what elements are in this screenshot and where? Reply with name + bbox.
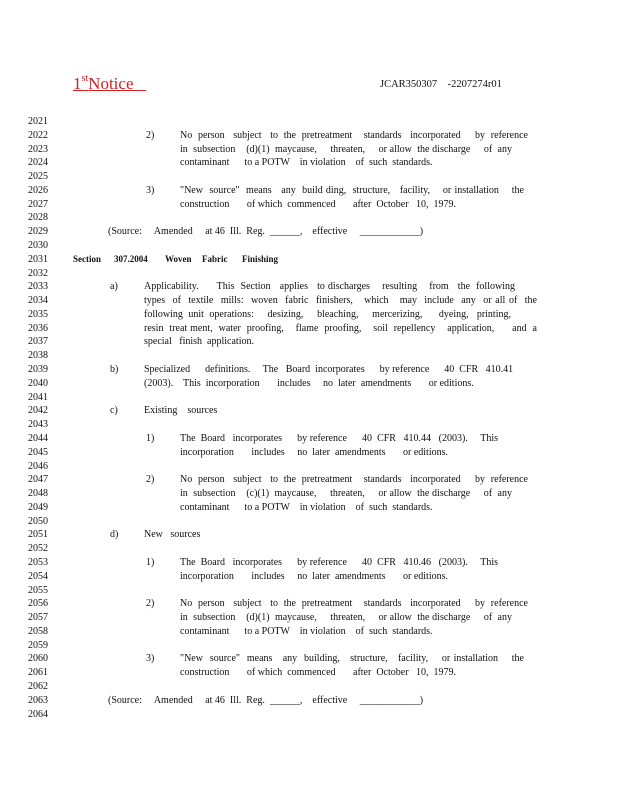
line-number: 2030 xyxy=(28,240,48,252)
line-number: 2025 xyxy=(28,171,48,183)
document-line xyxy=(28,652,588,665)
document-line xyxy=(28,170,588,183)
line-number: 2038 xyxy=(28,350,48,362)
line-number: 2040 xyxy=(28,377,48,389)
document-line xyxy=(28,639,588,652)
list-marker: 3) xyxy=(146,184,155,196)
document-line xyxy=(28,115,588,128)
line-text: (2003). This incorporation includes no later amendments or editions. xyxy=(144,377,474,389)
document-line xyxy=(28,391,588,404)
section-heading-part: Finishing xyxy=(242,253,279,264)
line-number: 2049 xyxy=(28,501,48,513)
line-number: 2041 xyxy=(28,391,48,403)
line-text: following unit operations: desizing, bleaching, mercerizing, dyeing, printing, xyxy=(144,308,511,320)
document-line xyxy=(28,694,588,707)
line-number: 2033 xyxy=(28,281,48,293)
list-marker: d) xyxy=(110,529,119,541)
document-line xyxy=(28,335,588,348)
document-line xyxy=(28,225,588,238)
document-code: JCAR350307 -2207274r01 xyxy=(380,79,502,90)
line-number: 2059 xyxy=(28,639,48,651)
line-text: incorporation includes no later amendments or editions. xyxy=(180,570,448,582)
line-text: No person subject to the pretreatment standards incorporated by reference xyxy=(180,129,528,141)
line-number: 2042 xyxy=(28,405,48,417)
line-text: Existing sources xyxy=(144,405,218,417)
line-text: construction of which commenced after October 10, 1979. xyxy=(180,667,457,679)
line-text: "New source" means any building, structure, facility, or installation the xyxy=(180,653,524,665)
notice-title: 1stNotice xyxy=(73,73,134,93)
section-heading-part: Section xyxy=(73,253,101,264)
list-marker: 2) xyxy=(146,474,155,486)
line-number: 2028 xyxy=(28,212,48,224)
section-heading-part: Fabric xyxy=(202,253,228,264)
line-number: 2043 xyxy=(28,419,48,431)
document-line xyxy=(28,487,588,500)
document-line xyxy=(28,308,588,321)
list-marker: 1) xyxy=(146,432,155,444)
line-number: 2058 xyxy=(28,625,48,637)
line-text: contaminant to a POTW in violation of such standards. xyxy=(180,501,433,513)
document-line xyxy=(28,515,588,528)
list-marker: c) xyxy=(110,405,118,417)
document-line xyxy=(28,432,588,445)
list-marker: 2) xyxy=(146,129,155,141)
document-line xyxy=(28,625,588,638)
line-number: 2037 xyxy=(28,336,48,348)
document-line xyxy=(28,556,588,569)
line-text: (Source: Amended at 46 Ill. Reg. ______, effective ____________) xyxy=(108,226,424,238)
line-text: "New source" means any build ding, structure, facility, or installation the xyxy=(180,184,524,196)
document-line xyxy=(28,570,588,583)
document-line xyxy=(28,377,588,390)
line-number: 2029 xyxy=(28,226,48,238)
document-line xyxy=(28,418,588,431)
line-number: 2034 xyxy=(28,295,48,307)
line-text: contaminant to a POTW in violation of such standards. xyxy=(180,157,433,169)
section-heading-part: Woven xyxy=(165,253,192,264)
line-number: 2052 xyxy=(28,543,48,555)
document-line xyxy=(28,280,588,293)
document-line xyxy=(28,143,588,156)
document-line xyxy=(28,666,588,679)
list-marker: a) xyxy=(110,281,118,293)
line-text: construction of which commenced after October 10, 1979. xyxy=(180,198,457,210)
section-heading-part: 307.2004 xyxy=(114,253,148,264)
line-number: 2039 xyxy=(28,364,48,376)
line-text: Applicability. This Section applies to discharges resulting from the following xyxy=(144,281,515,293)
line-number: 2051 xyxy=(28,529,48,541)
line-text: New sources xyxy=(144,529,201,541)
document-line xyxy=(28,184,588,197)
line-text: in subsection (c)(1) maycause, threaten, or allow the discharge of any xyxy=(180,488,512,500)
document-line xyxy=(28,156,588,169)
line-number: 2062 xyxy=(28,680,48,692)
line-number: 2024 xyxy=(28,157,48,169)
line-text: The Board incorporates by reference 40 CFR 410.44 (2003). This xyxy=(180,432,498,444)
line-number: 2023 xyxy=(28,143,48,155)
line-number: 2036 xyxy=(28,322,48,334)
line-number: 2064 xyxy=(28,708,48,720)
document-line xyxy=(28,198,588,211)
line-number: 2026 xyxy=(28,184,48,196)
document-line xyxy=(28,129,588,142)
line-text: contaminant to a POTW in violation of such standards. xyxy=(180,625,433,637)
document-line xyxy=(28,611,588,624)
line-number: 2035 xyxy=(28,308,48,320)
document-line xyxy=(28,446,588,459)
line-number: 2053 xyxy=(28,556,48,568)
list-marker: 1) xyxy=(146,556,155,568)
line-number: 2031 xyxy=(28,253,48,265)
line-number: 2057 xyxy=(28,612,48,624)
document-line xyxy=(28,404,588,417)
line-number: 2021 xyxy=(28,116,48,127)
line-number: 2047 xyxy=(28,474,48,486)
line-text: (Source: Amended at 46 Ill. Reg. ______, effective ____________) xyxy=(108,694,424,706)
document-line xyxy=(28,253,588,266)
document-line xyxy=(28,363,588,376)
line-number: 2061 xyxy=(28,667,48,679)
line-text: types of textile mills: woven fabric finishers, which may include any or all of the xyxy=(144,295,537,307)
line-number: 2032 xyxy=(28,267,48,279)
line-text: The Board incorporates by reference 40 CFR 410.46 (2003). This xyxy=(180,556,498,568)
line-text: No person subject to the pretreatment standards incorporated by reference xyxy=(180,598,528,610)
document-line xyxy=(28,680,588,693)
line-number: 2048 xyxy=(28,488,48,500)
document-line xyxy=(28,501,588,514)
line-text: resin treat ment, water proofing, flame proofing, soil repellency application, and a xyxy=(144,322,537,334)
document-line xyxy=(28,460,588,473)
document-line xyxy=(28,349,588,362)
line-number: 2056 xyxy=(28,598,48,610)
document-line xyxy=(28,239,588,252)
line-number: 2027 xyxy=(28,198,48,210)
list-marker: 3) xyxy=(146,653,155,665)
line-text: in subsection (d)(1) maycause, threaten, or allow the discharge of any xyxy=(180,143,512,155)
document-line xyxy=(28,584,588,597)
line-text: incorporation includes no later amendments or editions. xyxy=(180,446,448,458)
line-text: Specialized definitions. The Board incorporates by reference 40 CFR 410.41 xyxy=(144,364,514,376)
document-line xyxy=(28,473,588,486)
line-number: 2055 xyxy=(28,584,48,596)
line-number: 2044 xyxy=(28,432,48,444)
line-text: No person subject to the pretreatment standards incorporated by reference xyxy=(180,474,528,486)
document-line xyxy=(28,542,588,555)
document-line xyxy=(28,211,588,224)
line-number: 2063 xyxy=(28,694,48,706)
line-number: 2045 xyxy=(28,446,48,458)
list-marker: 2) xyxy=(146,598,155,610)
line-number: 2060 xyxy=(28,653,48,665)
document-line xyxy=(28,294,588,307)
line-number: 2050 xyxy=(28,515,48,527)
document-line xyxy=(28,597,588,610)
document-line xyxy=(28,708,588,721)
line-number: 2022 xyxy=(28,129,48,141)
list-marker: b) xyxy=(110,364,119,376)
document-line xyxy=(28,528,588,541)
line-number: 2046 xyxy=(28,460,48,472)
line-number: 2054 xyxy=(28,570,48,582)
document-line xyxy=(28,322,588,335)
line-text: special finish application. xyxy=(144,336,254,348)
document-line xyxy=(28,267,588,280)
line-text: in subsection (d)(1) maycause, threaten, or allow the discharge of any xyxy=(180,612,512,624)
